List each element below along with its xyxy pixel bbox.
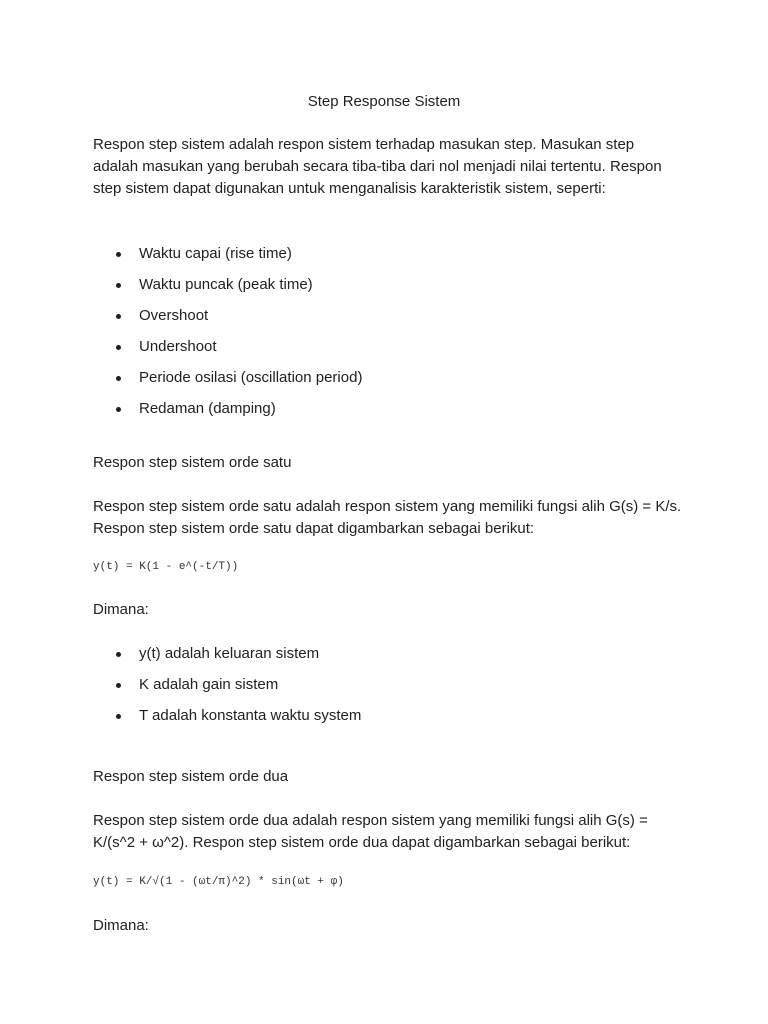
list-item: Undershoot	[0, 337, 768, 368]
first-order-definitions-list	[0, 644, 768, 737]
list-item: T adalah konstanta waktu system	[0, 706, 768, 737]
bullet-icon	[116, 345, 121, 350]
first-order-heading: Respon step sistem orde satu	[93, 454, 292, 471]
intro-paragraph: Respon step sistem adalah respon sistem terhadap masukan step. Masukan step adalah masukan yang berubah secara tiba-tiba dari nol menjadi nilai tertentu. Respon step sistem dapat digunakan untuk menganalisis karakteristik sistem, seperti:	[93, 136, 662, 197]
document-title: Step Response Sistem	[307, 93, 461, 110]
list-item: y(t) adalah keluaran sistem	[0, 644, 768, 675]
bullet-icon	[116, 714, 121, 719]
bullet-icon	[116, 376, 121, 381]
list-item: Periode osilasi (oscillation period)	[0, 368, 768, 399]
list-item: Waktu capai (rise time)	[0, 244, 768, 275]
bullet-icon	[116, 407, 121, 412]
list-item: K adalah gain sistem	[0, 675, 768, 706]
bullet-icon	[116, 314, 121, 319]
second-order-heading: Respon step sistem orde dua	[93, 768, 289, 785]
characteristics-list	[0, 244, 768, 430]
second-order-formula: y(t) = K/√(1 - (ωt/π)^2) * sin(ωt + φ)	[93, 876, 344, 888]
first-order-formula: y(t) = K(1 - e^(-t/T))	[93, 561, 239, 573]
first-order-where-label: Dimana:	[93, 601, 149, 618]
second-order-description: Respon step sistem orde dua adalah respon sistem yang memiliki fungsi alih G(s) = K/(s^2 + ω^2). Respon step sistem orde dua dapat digambarkan sebagai berikut:	[93, 812, 648, 851]
bullet-icon	[116, 252, 121, 257]
bullet-icon	[116, 283, 121, 288]
list-item: Waktu puncak (peak time)	[0, 275, 768, 306]
bullet-icon	[116, 683, 121, 688]
list-item: Overshoot	[0, 306, 768, 337]
bullet-icon	[116, 652, 121, 657]
list-item: Redaman (damping)	[0, 399, 768, 430]
first-order-description: Respon step sistem orde satu adalah respon sistem yang memiliki fungsi alih G(s) = K/s. Respon step sistem orde satu dapat digambarkan sebagai berikut:	[93, 498, 682, 537]
second-order-where-label: Dimana:	[93, 917, 149, 934]
